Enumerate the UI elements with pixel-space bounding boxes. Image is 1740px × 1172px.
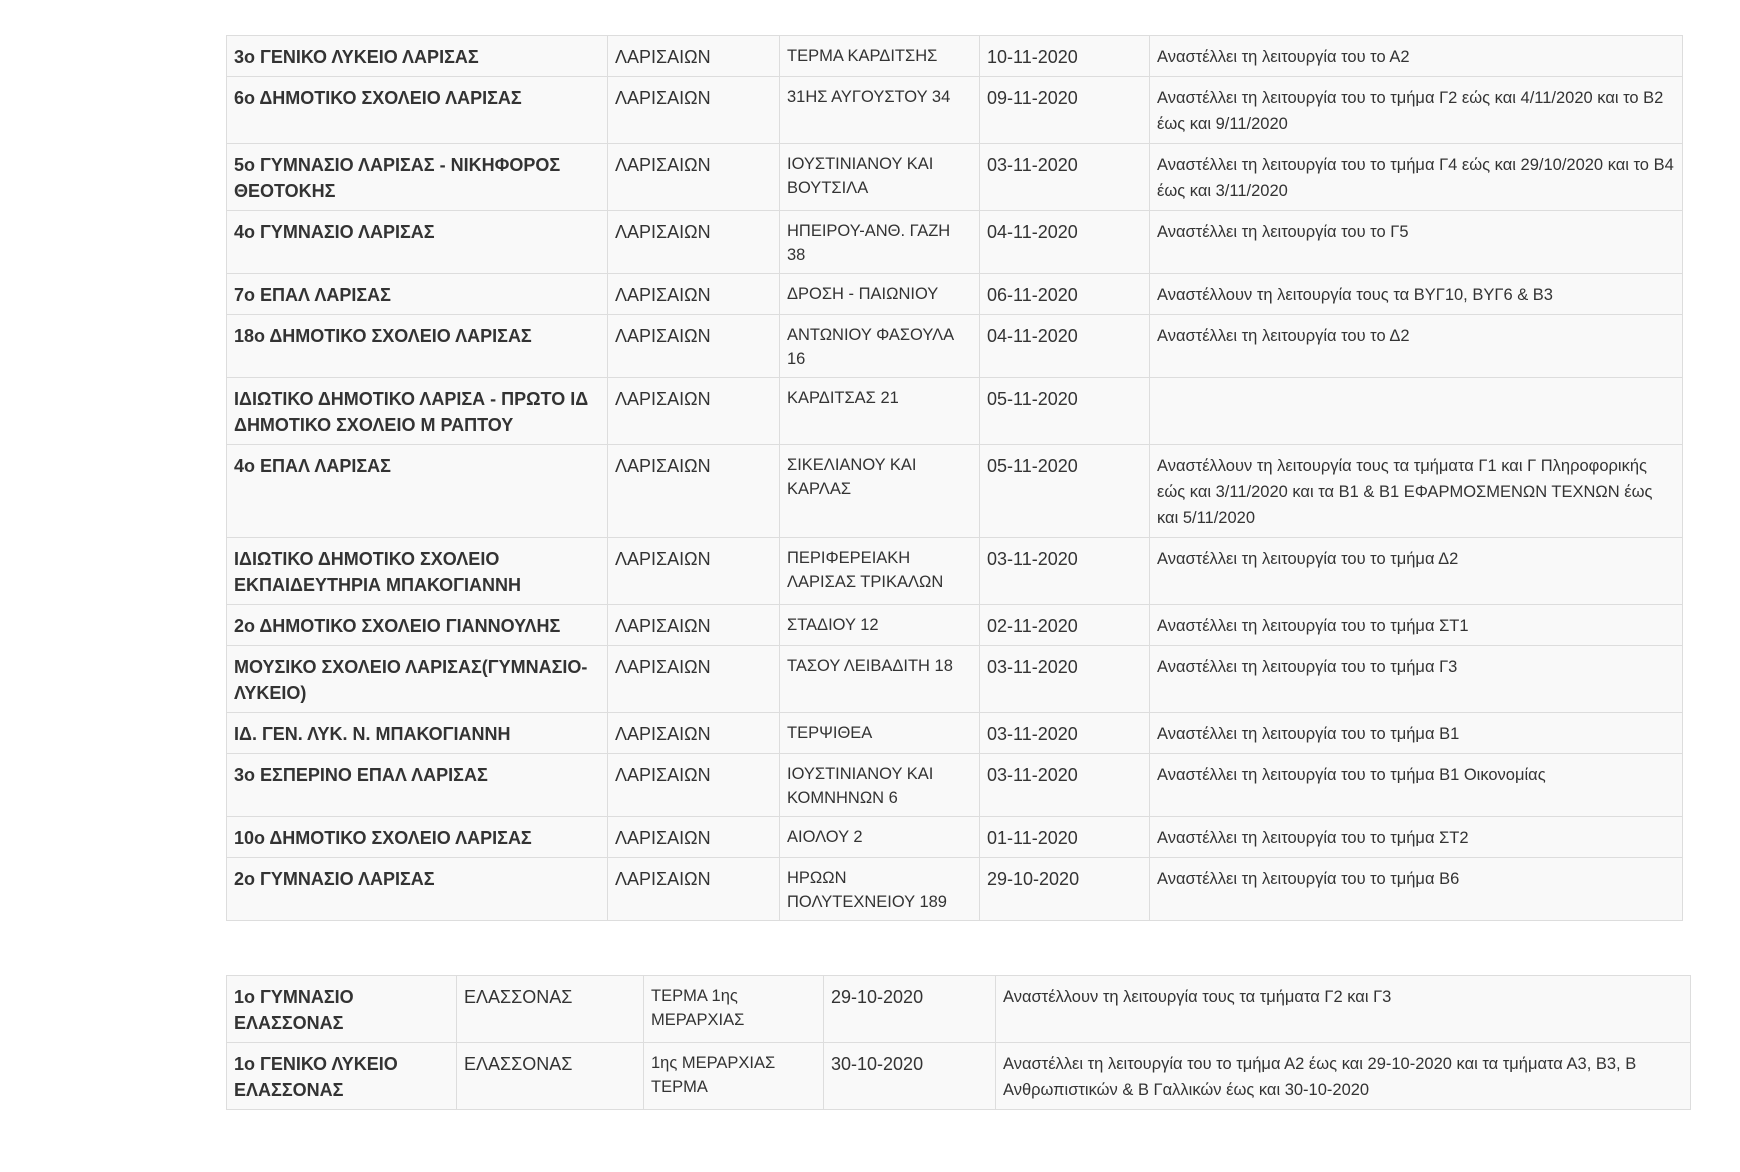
table-row bbox=[227, 77, 1683, 144]
table-row bbox=[227, 713, 1683, 754]
table-row bbox=[227, 538, 1683, 605]
closure-note-cell: Αναστέλλουν τη λειτουργία τους τα τμήματα Γ2 και Γ3 bbox=[996, 976, 1691, 1043]
date-cell: 01-11-2020 bbox=[980, 817, 1150, 858]
municipality-cell: ΛΑΡΙΣΑΙΩΝ bbox=[608, 211, 780, 274]
address-cell: ΚΑΡΔΙΤΣΑΣ 21 bbox=[780, 378, 980, 445]
address-cell: ΤΕΡΜΑ ΚΑΡΔΙΤΣΗΣ bbox=[780, 36, 980, 77]
school-name-cell: 3ο ΕΣΠΕΡΙΝΟ ΕΠΑΛ ΛΑΡΙΣΑΣ bbox=[227, 754, 608, 817]
date-cell: 06-11-2020 bbox=[980, 274, 1150, 315]
closures-table-elassona bbox=[226, 975, 1691, 1110]
school-name-cell: 6ο ΔΗΜΟΤΙΚΟ ΣΧΟΛΕΙΟ ΛΑΡΙΣΑΣ bbox=[227, 77, 608, 144]
municipality-cell: ΛΑΡΙΣΑΙΩΝ bbox=[608, 378, 780, 445]
address-cell: ΑΙΟΛΟΥ 2 bbox=[780, 817, 980, 858]
school-name-cell: ΙΔΙΩΤΙΚΟ ΔΗΜΟΤΙΚΟ ΛΑΡΙΣΑ - ΠΡΩΤΟ ΙΔ ΔΗΜΟΤΙΚΟ ΣΧΟΛΕΙΟ Μ ΡΑΠΤΟΥ bbox=[227, 378, 608, 445]
closure-note-cell: Αναστέλλει τη λειτουργία του το τμήμα ΣΤ2 bbox=[1150, 817, 1683, 858]
school-name-cell: 10ο ΔΗΜΟΤΙΚΟ ΣΧΟΛΕΙΟ ΛΑΡΙΣΑΣ bbox=[227, 817, 608, 858]
school-name-cell: 4ο ΕΠΑΛ ΛΑΡΙΣΑΣ bbox=[227, 445, 608, 538]
closure-note-cell: Αναστέλλει τη λειτουργία του το τμήμα Δ2 bbox=[1150, 538, 1683, 605]
date-cell: 03-11-2020 bbox=[980, 538, 1150, 605]
municipality-cell: ΕΛΑΣΣΟΝΑΣ bbox=[457, 1043, 644, 1110]
date-cell: 05-11-2020 bbox=[980, 378, 1150, 445]
date-cell: 04-11-2020 bbox=[980, 211, 1150, 274]
date-cell: 29-10-2020 bbox=[980, 858, 1150, 921]
address-cell: 1ης ΜΕΡΑΡΧΙΑΣ ΤΕΡΜΑ bbox=[644, 1043, 824, 1110]
date-cell: 30-10-2020 bbox=[824, 1043, 996, 1110]
address-cell: 31ΗΣ ΑΥΓΟΥΣΤΟΥ 34 bbox=[780, 77, 980, 144]
municipality-cell: ΛΑΡΙΣΑΙΩΝ bbox=[608, 144, 780, 211]
closure-note-cell: Αναστέλλει τη λειτουργία του το Γ5 bbox=[1150, 211, 1683, 274]
closure-note-cell: Αναστέλλουν τη λειτουργία τους τα ΒΥΓ10, ΒΥΓ6 & Β3 bbox=[1150, 274, 1683, 315]
address-cell: ΤΕΡΜΑ 1ης ΜΕΡΑΡΧΙΑΣ bbox=[644, 976, 824, 1043]
municipality-cell: ΛΑΡΙΣΑΙΩΝ bbox=[608, 858, 780, 921]
table-row bbox=[227, 754, 1683, 817]
closure-note-cell: Αναστέλλει τη λειτουργία του το Α2 bbox=[1150, 36, 1683, 77]
municipality-cell: ΛΑΡΙΣΑΙΩΝ bbox=[608, 605, 780, 646]
table-row bbox=[227, 1043, 1691, 1110]
closure-note-cell: Αναστέλλει τη λειτουργία του το τμήμα Γ2 εώς και 4/11/2020 και το Β2 έως και 9/11/2020 bbox=[1150, 77, 1683, 144]
table-body bbox=[227, 976, 1691, 1110]
municipality-cell: ΛΑΡΙΣΑΙΩΝ bbox=[608, 538, 780, 605]
address-cell: ΣΙΚΕΛΙΑΝΟΥ ΚΑΙ ΚΑΡΛΑΣ bbox=[780, 445, 980, 538]
municipality-cell: ΛΑΡΙΣΑΙΩΝ bbox=[608, 77, 780, 144]
closure-note-cell: Αναστέλλει τη λειτουργία του το τμήμα Γ3 bbox=[1150, 646, 1683, 713]
date-cell: 02-11-2020 bbox=[980, 605, 1150, 646]
school-name-cell: ΜΟΥΣΙΚΟ ΣΧΟΛΕΙΟ ΛΑΡΙΣΑΣ(ΓΥΜΝΑΣΙΟ-ΛΥΚΕΙΟ) bbox=[227, 646, 608, 713]
closure-note-cell: Αναστέλλει τη λειτουργία του το τμήμα Β6 bbox=[1150, 858, 1683, 921]
school-name-cell: ΙΔΙΩΤΙΚΟ ΔΗΜΟΤΙΚΟ ΣΧΟΛΕΙΟ ΕΚΠΑΙΔΕΥΤΗΡΙΑ ΜΠΑΚΟΓΙΑΝΝΗ bbox=[227, 538, 608, 605]
date-cell: 04-11-2020 bbox=[980, 315, 1150, 378]
school-name-cell: 1ο ΓΕΝΙΚΟ ΛΥΚΕΙΟ ΕΛΑΣΣΟΝΑΣ bbox=[227, 1043, 457, 1110]
table-row bbox=[227, 274, 1683, 315]
closure-note-cell: Αναστέλλει τη λειτουργία του το τμήμα Β1 Οικονομίας bbox=[1150, 754, 1683, 817]
municipality-cell: ΛΑΡΙΣΑΙΩΝ bbox=[608, 646, 780, 713]
municipality-cell: ΛΑΡΙΣΑΙΩΝ bbox=[608, 713, 780, 754]
date-cell: 03-11-2020 bbox=[980, 754, 1150, 817]
table-row bbox=[227, 858, 1683, 921]
address-cell: ΗΡΩΩΝ ΠΟΛΥΤΕΧΝΕΙΟΥ 189 bbox=[780, 858, 980, 921]
closure-note-cell: Αναστέλλει τη λειτουργία του το τμήμα Β1 bbox=[1150, 713, 1683, 754]
closure-note-cell: Αναστέλλει τη λειτουργία του το τμήμα Α2 έως και 29-10-2020 και τα τμήματα Α3, Β3, Β Ανθρωπιστικών & Β Γαλλικών έως και 30-10-2020 bbox=[996, 1043, 1691, 1110]
date-cell: 03-11-2020 bbox=[980, 646, 1150, 713]
date-cell: 03-11-2020 bbox=[980, 144, 1150, 211]
municipality-cell: ΛΑΡΙΣΑΙΩΝ bbox=[608, 36, 780, 77]
table-row bbox=[227, 36, 1683, 77]
address-cell: ΔΡΟΣΗ - ΠΑΙΩΝΙΟΥ bbox=[780, 274, 980, 315]
table-row bbox=[227, 445, 1683, 538]
table-row bbox=[227, 378, 1683, 445]
table-row bbox=[227, 315, 1683, 378]
address-cell: ΑΝΤΩΝΙΟΥ ΦΑΣΟΥΛΑ 16 bbox=[780, 315, 980, 378]
address-cell: ΤΕΡΨΙΘΕΑ bbox=[780, 713, 980, 754]
municipality-cell: ΛΑΡΙΣΑΙΩΝ bbox=[608, 445, 780, 538]
address-cell: ΙΟΥΣΤΙΝΙΑΝΟΥ ΚΑΙ ΒΟΥΤΣΙΛΑ bbox=[780, 144, 980, 211]
school-name-cell: ΙΔ. ΓΕΝ. ΛΥΚ. Ν. ΜΠΑΚΟΓΙΑΝΝΗ bbox=[227, 713, 608, 754]
school-name-cell: 4ο ΓΥΜΝΑΣΙΟ ΛΑΡΙΣΑΣ bbox=[227, 211, 608, 274]
school-name-cell: 2ο ΔΗΜΟΤΙΚΟ ΣΧΟΛΕΙΟ ΓΙΑΝΝΟΥΛΗΣ bbox=[227, 605, 608, 646]
address-cell: ΤΑΣΟΥ ΛΕΙΒΑΔΙΤΗ 18 bbox=[780, 646, 980, 713]
address-cell: ΙΟΥΣΤΙΝΙΑΝΟΥ ΚΑΙ ΚΟΜΝΗΝΩΝ 6 bbox=[780, 754, 980, 817]
date-cell: 10-11-2020 bbox=[980, 36, 1150, 77]
municipality-cell: ΛΑΡΙΣΑΙΩΝ bbox=[608, 315, 780, 378]
date-cell: 05-11-2020 bbox=[980, 445, 1150, 538]
table-row bbox=[227, 817, 1683, 858]
school-name-cell: 18ο ΔΗΜΟΤΙΚΟ ΣΧΟΛΕΙΟ ΛΑΡΙΣΑΣ bbox=[227, 315, 608, 378]
school-name-cell: 1ο ΓΥΜΝΑΣΙΟ ΕΛΑΣΣΟΝΑΣ bbox=[227, 976, 457, 1043]
date-cell: 29-10-2020 bbox=[824, 976, 996, 1043]
school-name-cell: 5ο ΓΥΜΝΑΣΙΟ ΛΑΡΙΣΑΣ - ΝΙΚΗΦΟΡΟΣ ΘΕΟΤΟΚΗΣ bbox=[227, 144, 608, 211]
date-cell: 03-11-2020 bbox=[980, 713, 1150, 754]
municipality-cell: ΛΑΡΙΣΑΙΩΝ bbox=[608, 754, 780, 817]
address-cell: ΗΠΕΙΡΟΥ-ΑΝΘ. ΓΑΖΗ 38 bbox=[780, 211, 980, 274]
address-cell: ΠΕΡΙΦΕΡΕΙΑΚΗ ΛΑΡΙΣΑΣ ΤΡΙΚΑΛΩΝ bbox=[780, 538, 980, 605]
closure-note-cell: Αναστέλλει τη λειτουργία του το τμήμα ΣΤ1 bbox=[1150, 605, 1683, 646]
school-name-cell: 2ο ΓΥΜΝΑΣΙΟ ΛΑΡΙΣΑΣ bbox=[227, 858, 608, 921]
date-cell: 09-11-2020 bbox=[980, 77, 1150, 144]
municipality-cell: ΛΑΡΙΣΑΙΩΝ bbox=[608, 274, 780, 315]
table-row bbox=[227, 144, 1683, 211]
table-row bbox=[227, 976, 1691, 1043]
table-row bbox=[227, 605, 1683, 646]
address-cell: ΣΤΑΔΙΟΥ 12 bbox=[780, 605, 980, 646]
closure-note-cell: Αναστέλλει τη λειτουργία του το τμήμα Γ4 εώς και 29/10/2020 και το Β4 έως και 3/11/2020 bbox=[1150, 144, 1683, 211]
closure-note-cell bbox=[1150, 378, 1683, 445]
school-name-cell: 3ο ΓΕΝΙΚΟ ΛΥΚΕΙΟ ΛΑΡΙΣΑΣ bbox=[227, 36, 608, 77]
table-row bbox=[227, 646, 1683, 713]
table-row bbox=[227, 211, 1683, 274]
closure-note-cell: Αναστέλλουν τη λειτουργία τους τα τμήματα Γ1 και Γ Πληροφορικής εώς και 3/11/2020 και τα Β1 & Β1 ΕΦΑΡΜΟΣΜΕΝΩΝ ΤΕΧΝΩΝ έως και 5/11/2020 bbox=[1150, 445, 1683, 538]
municipality-cell: ΕΛΑΣΣΟΝΑΣ bbox=[457, 976, 644, 1043]
table-body bbox=[227, 36, 1683, 921]
closures-table-larisa bbox=[226, 35, 1683, 921]
municipality-cell: ΛΑΡΙΣΑΙΩΝ bbox=[608, 817, 780, 858]
closure-note-cell: Αναστέλλει τη λειτουργία του το Δ2 bbox=[1150, 315, 1683, 378]
school-name-cell: 7ο ΕΠΑΛ ΛΑΡΙΣΑΣ bbox=[227, 274, 608, 315]
